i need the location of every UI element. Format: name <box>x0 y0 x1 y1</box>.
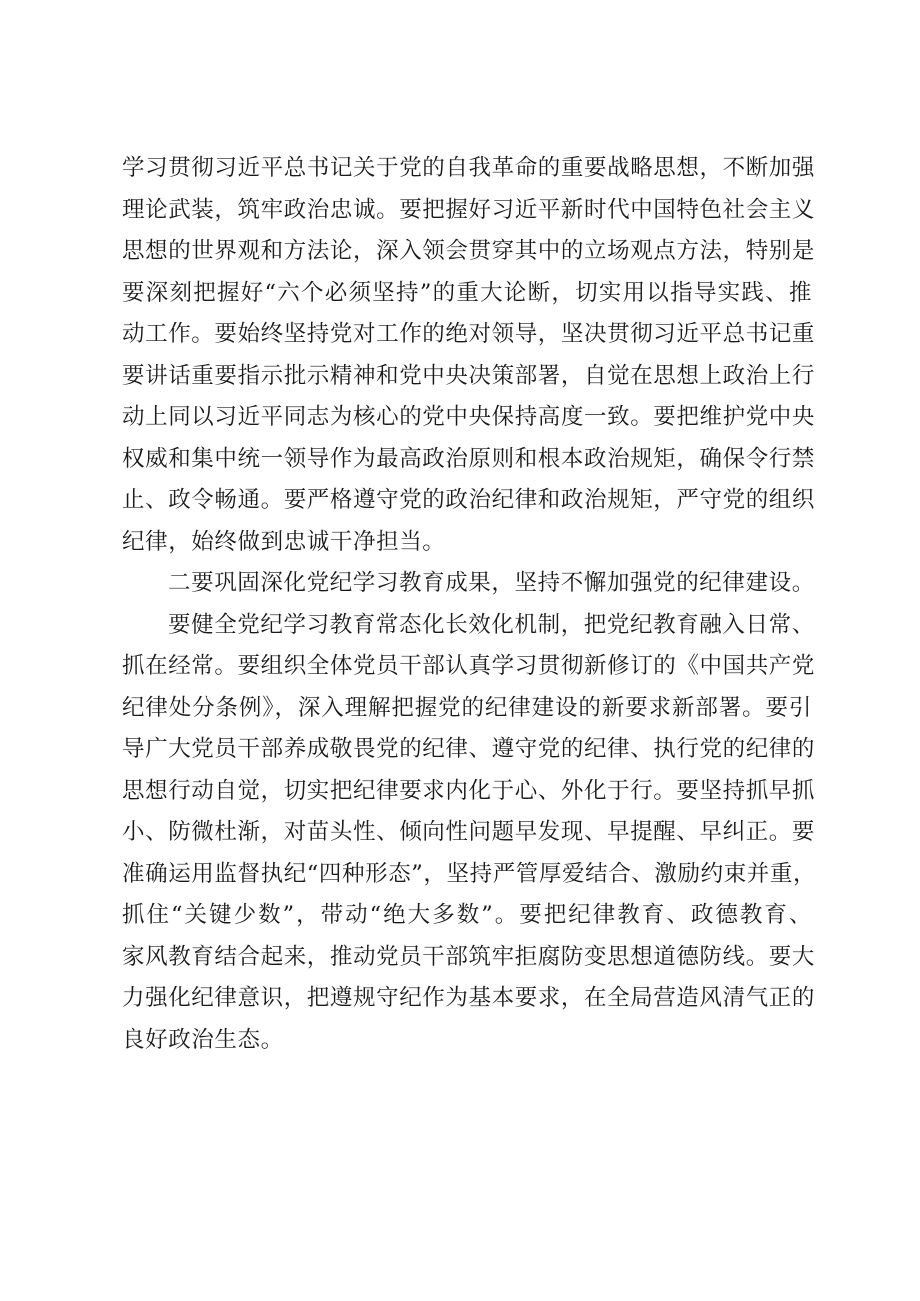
text-line: 学习贯彻习近平总书记关于党的自我革命的重要战略思想，不断加强 <box>122 155 816 181</box>
text-line: 权威和集中统一领导作为最高政治原则和根本政治规矩，确保令行禁 <box>122 445 816 472</box>
text-line: 良好政治生态。 <box>122 1026 284 1053</box>
text-line: 理论武装，筑牢政治忠诚。要把握好习近平新时代中国特色社会主义 <box>122 196 816 223</box>
text-line: 家风教育结合起来，推动党员干部筑牢拒腐防变思想道德防线。要大 <box>122 943 816 970</box>
paragraph <box>122 563 815 605</box>
paragraph <box>122 605 817 1062</box>
text-line: 力强化纪律意识，把遵规守纪作为基本要求，在全局营造风清气正的 <box>122 985 816 1011</box>
text-line: 止、政令畅通。要严格遵守党的政治纪律和政治规矩，严守党的组织 <box>122 487 816 513</box>
text-line: 抓住“关键少数”，带动“绝大多数”。要把纪律教育、政德教育、 <box>122 902 812 928</box>
text-line: 准确运用监督执纪“四种形态”，坚持严管厚爱结合、激励约束并重， <box>122 860 817 887</box>
text-line: 思想行动自觉，切实把纪律要求内化于心、外化于行。要坚持抓早抓 <box>122 777 816 804</box>
text-line: 要健全党纪学习教育常态化长效化机制，把党纪教育融入日常、 <box>168 611 815 638</box>
paragraph <box>122 148 816 563</box>
text-line: 导广大党员干部养成敬畏党的纪律、遵守党的纪律、执行党的纪律的 <box>122 736 816 762</box>
text-line: 要讲话重要指示批示精神和党中央决策部署，自觉在思想上政治上行 <box>122 362 816 389</box>
text-line: 纪律处分条例》，深入理解把握党的纪律建设的新要求新部署。要引 <box>122 694 812 721</box>
text-line: 动工作。要始终坚持党对工作的绝对领导，坚决贯彻习近平总书记重 <box>122 321 816 347</box>
document-body <box>122 148 817 1061</box>
text-line: 抓在经常。要组织全体党员干部认真学习贯彻新修订的《中国共产党 <box>122 653 816 679</box>
text-line: 要深刻把握好“六个必须坚持”的重大论断，切实用以指导实践、推 <box>122 279 812 306</box>
text-line: 思想的世界观和方法论，深入领会贯穿其中的立场观点方法，特别是 <box>122 238 816 264</box>
text-line: 动上同以习近平同志为核心的党中央保持高度一致。要把维护党中央 <box>122 404 816 430</box>
text-line: 纪律，始终做到忠诚干净担当。 <box>122 528 446 555</box>
text-line: 小、防微杜渐，对苗头性、倾向性问题早发现、早提醒、早纠正。要 <box>122 819 816 845</box>
text-line: 二要巩固深化党纪学习教育成果，坚持不懈加强党的纪律建设。 <box>168 570 815 596</box>
